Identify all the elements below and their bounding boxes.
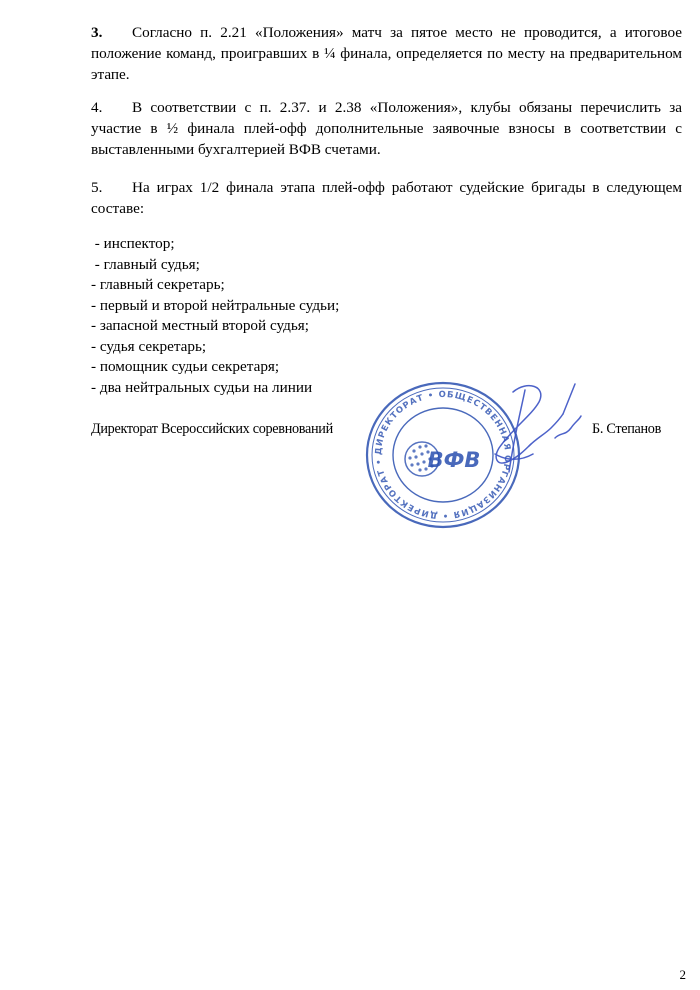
- list-item: - первый и второй нейтральные судьи;: [91, 296, 340, 314]
- list-item: - главный секретарь;: [91, 276, 225, 293]
- paragraph-4: [91, 97, 682, 160]
- handwritten-signature: [455, 376, 605, 486]
- list-item: - судья секретарь;: [91, 337, 207, 355]
- list-item: - помощник судьи секретаря;: [91, 358, 280, 375]
- list-item: - два нейтральных судьи на линии: [91, 378, 313, 396]
- stamp-logo-text: ВФВ: [427, 448, 481, 472]
- list-item: - инспектор;: [91, 235, 175, 252]
- paragraph-text: В соответствии с п. 2.37. и 2.38 «Положения», клубы обязаны перечислить за участие в ½ финала плей-офф дополнительные заявочные взносы в соответствии с выставленными бухгалтерией ВФВ счетами.: [91, 99, 682, 158]
- page-number: 2: [679, 967, 686, 982]
- paragraph-number: 5.: [91, 179, 103, 196]
- signatory-name: Б. Степанов: [592, 421, 661, 437]
- signature-organization: Директорат Всероссийских соревнований: [91, 421, 333, 437]
- paragraph-5: [91, 177, 682, 219]
- paragraph-text: На играх 1/2 финала этапа плей-офф работают судейские бригады в следующем составе:: [91, 179, 682, 217]
- list-item: - запасной местный второй судья;: [91, 317, 309, 334]
- referee-list: [91, 234, 339, 398]
- stamp-ring-text: ДИРЕКТОРАТ • ОБЩЕСТВЕННАЯ ОРГАНИЗАЦИЯ • ДИРЕКТОРАТ •: [373, 389, 513, 521]
- paragraph-number: 3.: [91, 24, 103, 41]
- list-item: - главный судья;: [91, 255, 200, 273]
- paragraph-number: 4.: [91, 99, 103, 116]
- paragraph-text: Согласно п. 2.21 «Положения» матч за пятое место не проводится, а итоговое положение команд, проигравших в ¼ финала, определяется по месту на предварительном этапе.: [91, 24, 682, 83]
- paragraph-3: [91, 22, 682, 85]
